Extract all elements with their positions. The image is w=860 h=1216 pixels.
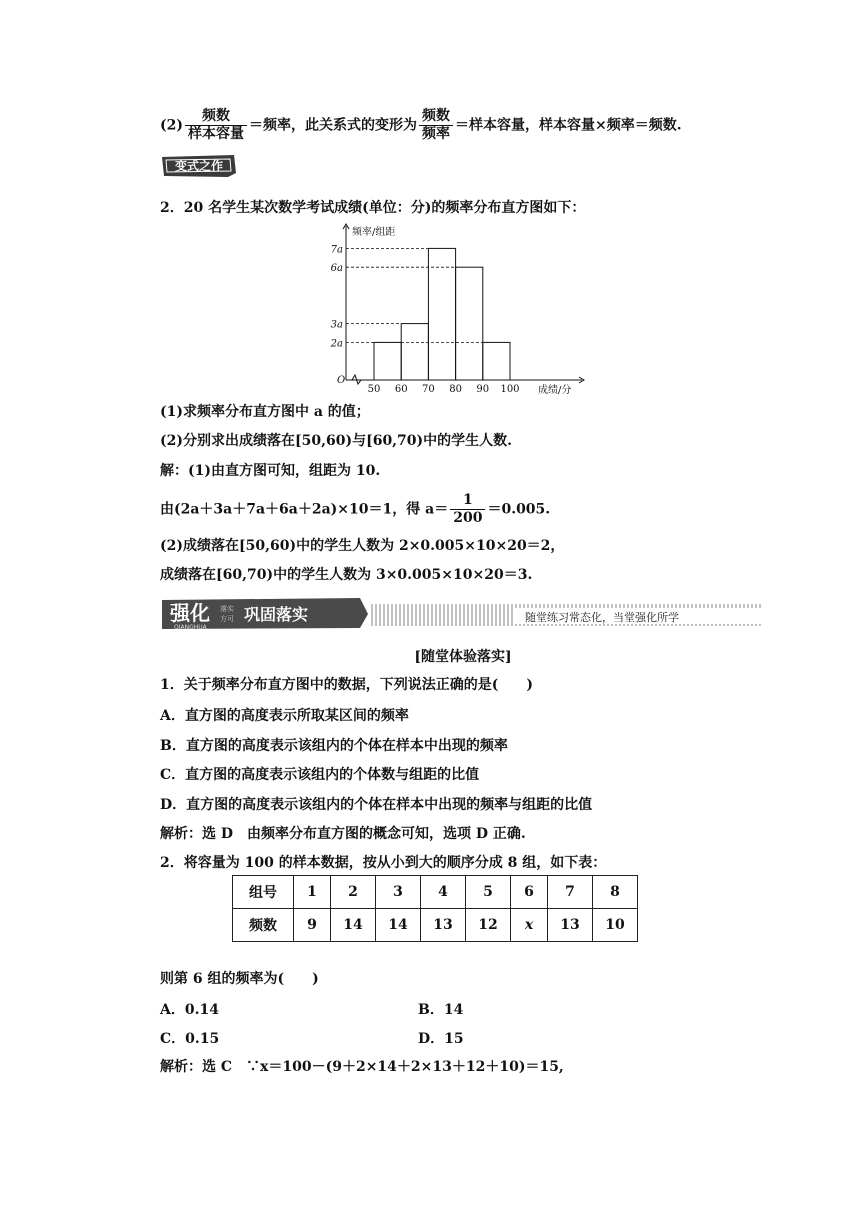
mc1-answer: 解析：选 D 由频率分布直方图的概念可知，选项 D 正确.: [160, 826, 526, 842]
table-cell: 5: [466, 876, 511, 909]
problem2-q2: (2)分别求出成绩落在[50,60)与[60,70)中的学生人数.: [160, 433, 513, 449]
problem2-solution-1: 解：(1)由直方图可知，组距为 10.: [160, 463, 381, 479]
y-tick-label: 3a: [330, 319, 343, 331]
fraction-one-over-200: [450, 492, 485, 527]
x-tick-label: 90: [476, 384, 490, 395]
table-cell: 10: [593, 909, 638, 942]
mc1-option-d: D．直方图的高度表示该组内的个体在样本中出现的频率与组距的比值: [160, 797, 593, 813]
mc2-option-b: B．14: [418, 1002, 464, 1018]
y-tick-label: 7a: [330, 244, 343, 256]
table-cell: 8: [593, 876, 638, 909]
problem2-solution-4: 成绩落在[60,70)中的学生人数为 3×0.005×10×20＝3.: [160, 567, 533, 583]
fraction-denominator: 200: [453, 510, 483, 526]
x-tick-label: 60: [394, 384, 408, 395]
mc1-option-c: C．直方图的高度表示该组内的个体数与组距的比值: [160, 767, 480, 783]
mc1-option-a: A．直方图的高度表示所取某区间的频率: [160, 708, 409, 724]
x-axis-label: 成绩/分: [538, 385, 572, 396]
section-title: [随堂体验落实]: [414, 649, 512, 665]
table-cell: 14: [331, 909, 376, 942]
problem2-stem: 2．20 名学生某次数学考试成绩(单位：分)的频率分布直方图如下：: [160, 200, 586, 216]
table-cell: 4: [421, 876, 466, 909]
table-cell: x: [511, 909, 548, 942]
frequency-histogram: [320, 222, 590, 400]
banner-main-text: 强化: [170, 601, 210, 625]
mc2-option-c: C．0.15: [160, 1031, 220, 1047]
table-cell: 9: [294, 909, 331, 942]
fraction-denominator: 频率: [422, 126, 450, 142]
formula-line: [160, 108, 682, 143]
banner-pinyin: QIANGHUA: [174, 624, 207, 631]
fraction-numerator: 频数: [185, 108, 247, 126]
mc2-stem: 2．将容量为 100 的样本数据，按从小到大的顺序分成 8 组，如下表：: [160, 855, 607, 871]
table-cell: 1: [294, 876, 331, 909]
x-tick-label: 100: [500, 384, 520, 395]
histogram-bar: [456, 267, 483, 380]
x-tick-label: 80: [449, 384, 462, 395]
table-cell: 13: [548, 909, 593, 942]
mc1-option-b: B．直方图的高度表示该组内的个体在样本中出现的频率: [160, 738, 508, 754]
origin-label: O: [337, 375, 346, 386]
problem2-q1: (1)求频率分布直方图中 a 的值；: [160, 404, 370, 420]
fraction-frequency-over-rate: [419, 108, 453, 143]
problem2-solution-3: (2)成绩落在[50,60)中的学生人数为 2×0.005×10×20＝2，: [160, 538, 565, 554]
x-tick-label: 50: [367, 384, 381, 395]
section-banner: [160, 596, 766, 632]
formula-suffix: ＝样本容量，样本容量×频率＝频数.: [455, 117, 682, 134]
variant-badge: [160, 153, 238, 179]
y-tick-label: 6a: [330, 263, 343, 275]
problem2-solution-2: [160, 492, 550, 527]
banner-small-1: 落实: [220, 605, 234, 613]
mc2-answer: 解析：选 C ∵x＝100－(9＋2×14＋2×13＋12＋10)＝15,: [160, 1059, 564, 1075]
mc2-question: 则第 6 组的频率为( ): [160, 971, 319, 987]
table-cell: 频数: [233, 909, 294, 942]
table-header-row: [233, 876, 638, 909]
frequency-table: [232, 875, 638, 942]
table-cell: 6: [511, 876, 548, 909]
histogram-bar: [483, 342, 510, 380]
table-row: [233, 909, 638, 942]
solution2-prefix: 由(2a＋3a＋7a＋6a＋2a)×10＝1，得 a＝: [160, 501, 449, 518]
table-cell: 13: [421, 909, 466, 942]
fraction-denominator: 样本容量: [188, 126, 244, 142]
table-cell: 14: [376, 909, 421, 942]
histogram-bar: [401, 324, 428, 380]
mc2-option-a: A．0.14: [160, 1002, 219, 1018]
mc1-stem: 1．关于频率分布直方图中的数据，下列说法正确的是( ): [160, 677, 533, 693]
table-cell: 3: [376, 876, 421, 909]
mc2-option-d: D．15: [418, 1031, 464, 1047]
table-cell: 组号: [233, 876, 294, 909]
banner-sub-text: 巩固落实: [244, 605, 309, 624]
x-tick-label: 70: [422, 384, 435, 395]
table-cell: 7: [548, 876, 593, 909]
fraction-numerator: 频数: [419, 108, 453, 126]
table-cell: 2: [331, 876, 376, 909]
banner-slogan: 随堂练习常态化，当堂强化所学: [525, 611, 679, 624]
formula-prefix: (2): [160, 117, 183, 134]
badge-label: 变式之作: [174, 159, 224, 173]
banner-small-2: 方可: [220, 615, 234, 623]
histogram-bar: [374, 342, 401, 380]
solution2-suffix: ＝0.005.: [487, 501, 551, 518]
fraction-numerator: 1: [450, 492, 485, 510]
y-tick-label: 2a: [330, 338, 343, 350]
fraction-frequency-over-sample: [185, 108, 247, 143]
y-axis-label: 频率/组距: [352, 227, 396, 238]
histogram-bar: [428, 248, 455, 380]
formula-middle: ＝频率，此关系式的变形为: [249, 117, 417, 134]
table-cell: 12: [466, 909, 511, 942]
